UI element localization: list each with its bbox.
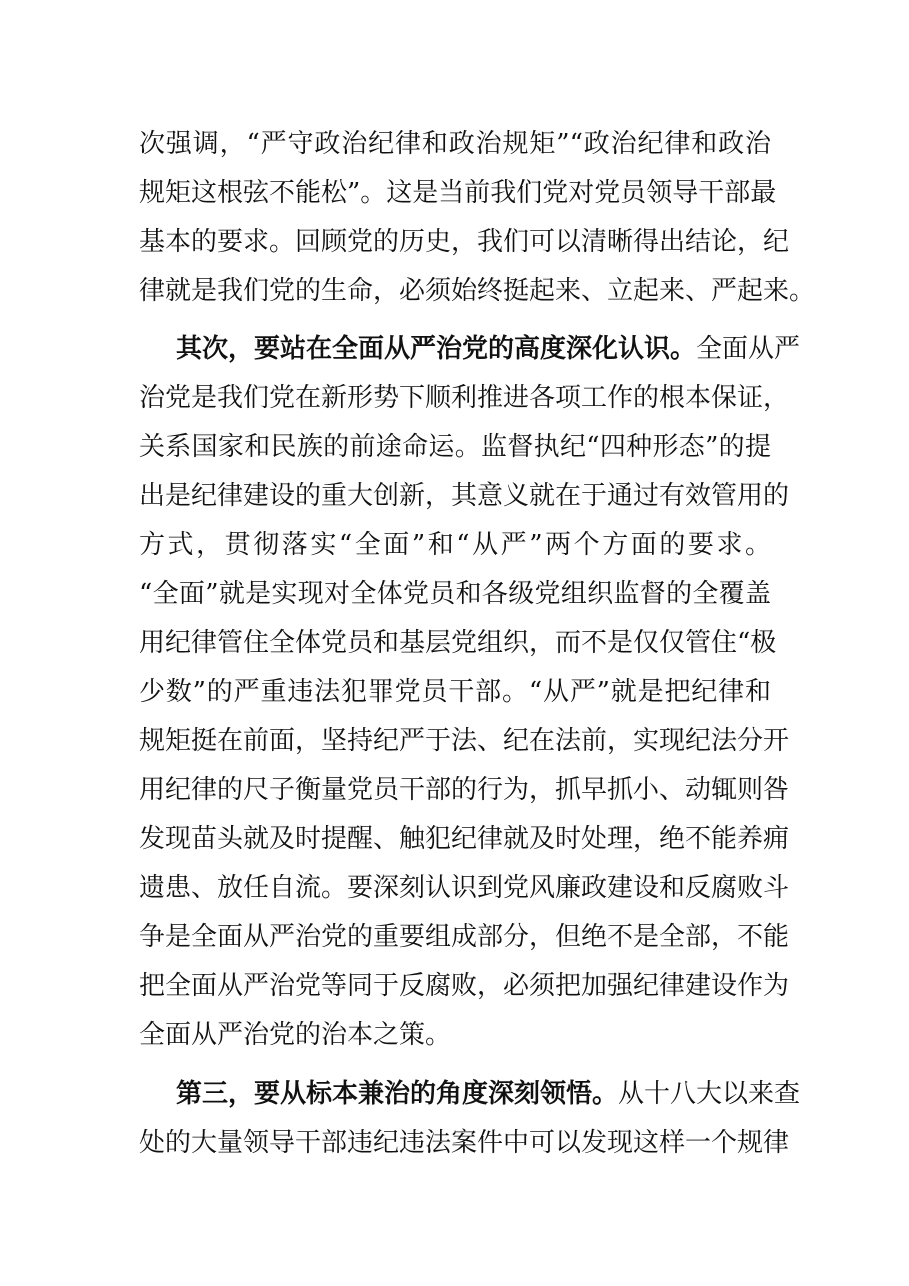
paragraph-2-line-10: 用纪律的尺子衡量党员干部的行为，抓早抓小、动辄则咎 <box>139 775 790 805</box>
paragraph-2-heading: 其次，要站在全面从严治党的高度深化认识。 <box>176 334 697 364</box>
paragraph-2-line-4: 出是纪律建设的重大创新，其意义就在于通过有效管用的 <box>139 481 790 511</box>
paragraph-2-line-5: 方式，贯彻落实“全面”和“从严”两个方面的要求。 <box>139 530 771 560</box>
paragraph-2-line-15: 全面从严治党的治本之策。 <box>139 1020 452 1050</box>
paragraph-2-first-line-rest: 全面从严 <box>696 334 801 364</box>
paragraph-2-line-11: 发现苗头就及时提醒、触犯纪律就及时处理，绝不能养痈 <box>139 824 790 854</box>
paragraph-1-line-2: 规矩这根弦不能松”。这是当前我们党对党员领导干部最 <box>139 178 777 208</box>
paragraph-3-line-2: 处的大量领导干部违纪违法案件中可以发现这样一个规律 <box>139 1128 790 1158</box>
paragraph-3-heading: 第三，要从标本兼治的角度深刻领悟。 <box>176 1079 619 1109</box>
paragraph-1-line-3: 基本的要求。回顾党的历史，我们可以清晰得出结论，纪 <box>139 227 790 257</box>
paragraph-1-line-1: 次强调，“严守政治纪律和政治规矩”“政治纪律和政治 <box>139 129 771 159</box>
paragraph-2-line-2: 治党是我们党在新形势下顺利推进各项工作的根本保证， <box>139 383 790 413</box>
paragraph-3-first-line-rest: 从十八大以来查 <box>618 1079 801 1109</box>
paragraph-1-line-4: 律就是我们党的生命，必须始终挺起来、立起来、严起来。 <box>139 276 816 306</box>
paragraph-2-line-8: 少数”的严重违法犯罪党员干部。“从严”就是把纪律和 <box>139 677 771 707</box>
paragraph-2-line-13: 争是全面从严治党的重要组成部分，但绝不是全部，不能 <box>139 922 790 952</box>
paragraph-2-line-6: “全面”就是实现对全体党员和各级党组织监督的全覆盖 <box>139 579 771 609</box>
paragraph-2-line-7: 用纪律管住全体党员和基层党组织，而不是仅仅管住“极 <box>139 628 777 658</box>
paragraph-2-line-1 <box>176 331 801 367</box>
paragraph-2-line-12: 遗患、放任自流。要深刻认识到党风廉政建设和反腐败斗 <box>139 873 790 903</box>
paragraph-3-line-1 <box>176 1076 801 1112</box>
paragraph-2-line-9: 规矩挺在前面，坚持纪严于法、纪在法前，实现纪法分开 <box>139 726 790 756</box>
paragraph-2-line-14: 把全面从严治党等同于反腐败，必须把加强纪律建设作为 <box>139 971 790 1001</box>
paragraph-2-line-3: 关系国家和民族的前途命运。监督执纪“四种形态”的提 <box>139 432 771 462</box>
